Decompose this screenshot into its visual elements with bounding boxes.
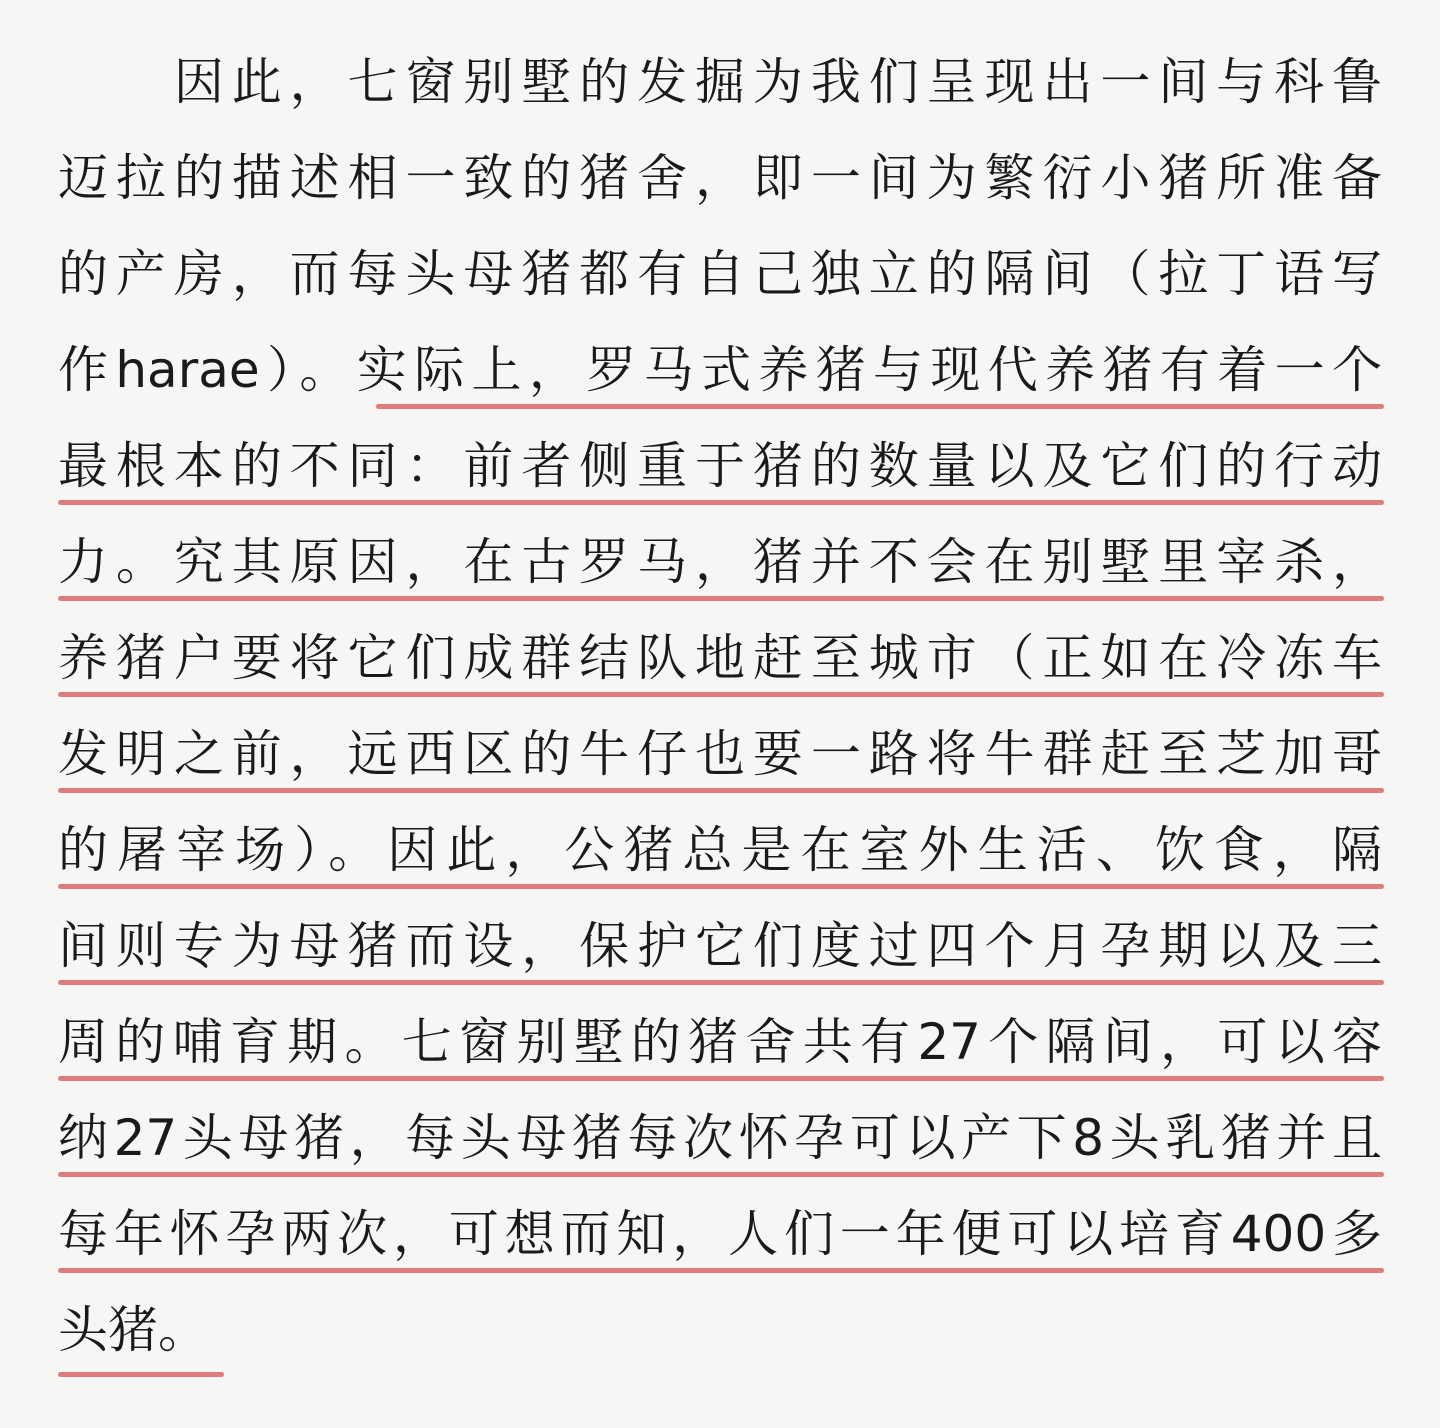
text-line-3: 的产房，而每头母猪都有自己独立的隔间（拉丁语写	[58, 245, 1382, 303]
text-line-11: 周的哺育期。七窗别墅的猪舍共有27个隔间，可以容	[58, 1013, 1382, 1071]
highlight-underline	[58, 1172, 1384, 1177]
text-line-13: 每年怀孕两次，可想而知，人们一年便可以培育400多	[58, 1205, 1382, 1263]
text-line-12: 纳27头母猪，每头母猪每次怀孕可以产下8头乳猪并且	[58, 1109, 1382, 1167]
text-line-6: 力。究其原因，在古罗马，猪并不会在别墅里宰杀，	[58, 533, 1382, 591]
highlight-underline	[58, 788, 1384, 793]
highlight-underline	[58, 884, 1384, 889]
highlight-underline	[58, 1076, 1384, 1081]
text-line-8: 发明之前，远西区的牛仔也要一路将牛群赶至芝加哥	[58, 725, 1382, 783]
highlight-underline	[376, 404, 1384, 409]
highlight-underline	[58, 980, 1384, 985]
text-line-4: 作harae）。实际上，罗马式养猪与现代养猪有着一个	[58, 341, 1382, 399]
text-line-10: 间则专为母猪而设，保护它们度过四个月孕期以及三	[58, 917, 1382, 975]
text-line-2: 迈拉的描述相一致的猪舍，即一间为繁衍小猪所准备	[58, 149, 1382, 207]
highlight-underline	[58, 692, 1384, 697]
text-line-5: 最根本的不同：前者侧重于猪的数量以及它们的行动	[58, 437, 1382, 495]
text-line-14: 头猪。	[58, 1301, 208, 1359]
highlight-underline	[58, 596, 1384, 601]
text-line-7: 养猪户要将它们成群结队地赶至城市（正如在冷冻车	[58, 629, 1382, 687]
highlight-underline	[58, 1268, 1384, 1273]
highlight-underline	[58, 1372, 224, 1377]
highlight-underline	[58, 500, 1384, 505]
text-line-1: 因此，七窗别墅的发掘为我们呈现出一间与科鲁	[58, 53, 1382, 111]
text-line-9: 的屠宰场）。因此，公猪总是在室外生活、饮食，隔	[58, 821, 1382, 879]
